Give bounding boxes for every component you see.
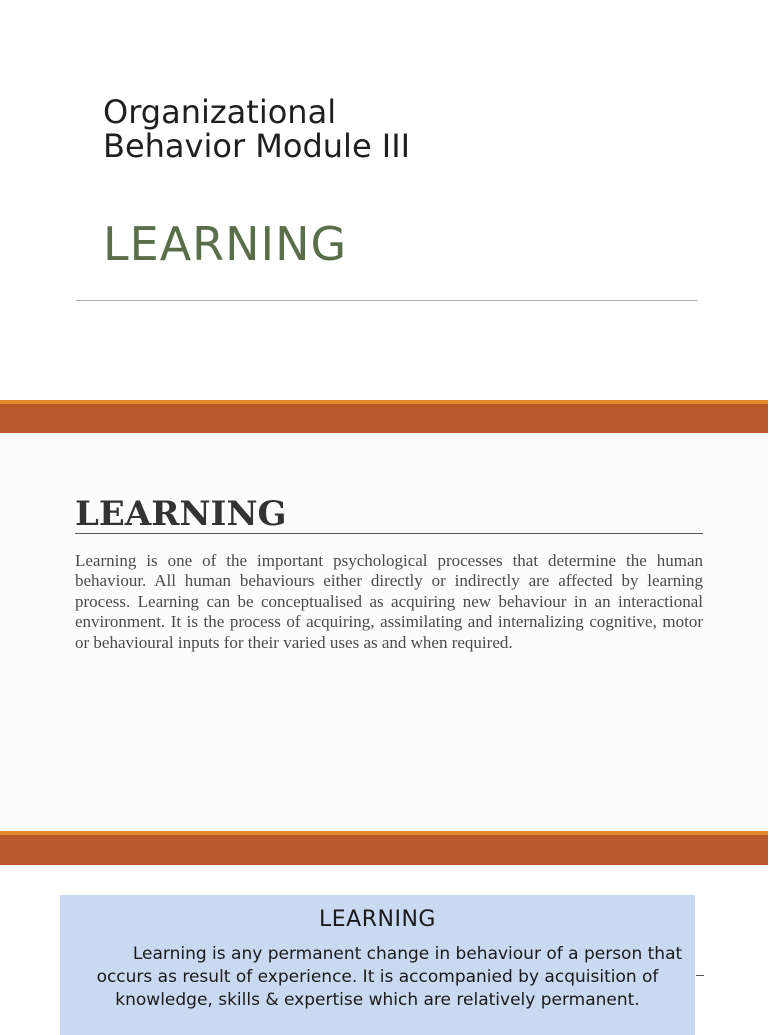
title-divider — [76, 300, 698, 301]
slide-title: Organizational Behavior Module III — [103, 93, 411, 165]
slide-separator-bar — [0, 400, 768, 433]
slide-subtitle: LEARNING — [103, 217, 348, 271]
definition-text: Learning is any permanent change in behaviour of a person that occurs as result of experience. It is accompanied by acquisition of knowledge, skills & expertise which are relatively permanent. — [96, 944, 683, 1010]
slide-separator-bar — [0, 831, 768, 865]
divider-tick — [696, 975, 704, 976]
content-slide — [0, 433, 768, 831]
definition-slide — [0, 865, 768, 1024]
definition-heading: LEARNING — [319, 907, 436, 932]
title-slide — [0, 0, 768, 400]
content-heading: LEARNING — [75, 495, 703, 534]
definition-box — [60, 895, 695, 1035]
separator-accent-line — [0, 831, 768, 835]
separator-accent-line — [0, 400, 768, 404]
definition-paragraph — [70, 943, 685, 1012]
content-paragraph: Learning is one of the important psychological processes that determine the human behaviour. All human behaviours either directly or indirectly are affected by learning process. Learning can be conceptualised as acquiring new behaviour in an interactional environment. It is the process of acquiring, assimilating and internalizing cognitive, motor or behavioural inputs for their varied uses as and when required. — [75, 551, 703, 652]
